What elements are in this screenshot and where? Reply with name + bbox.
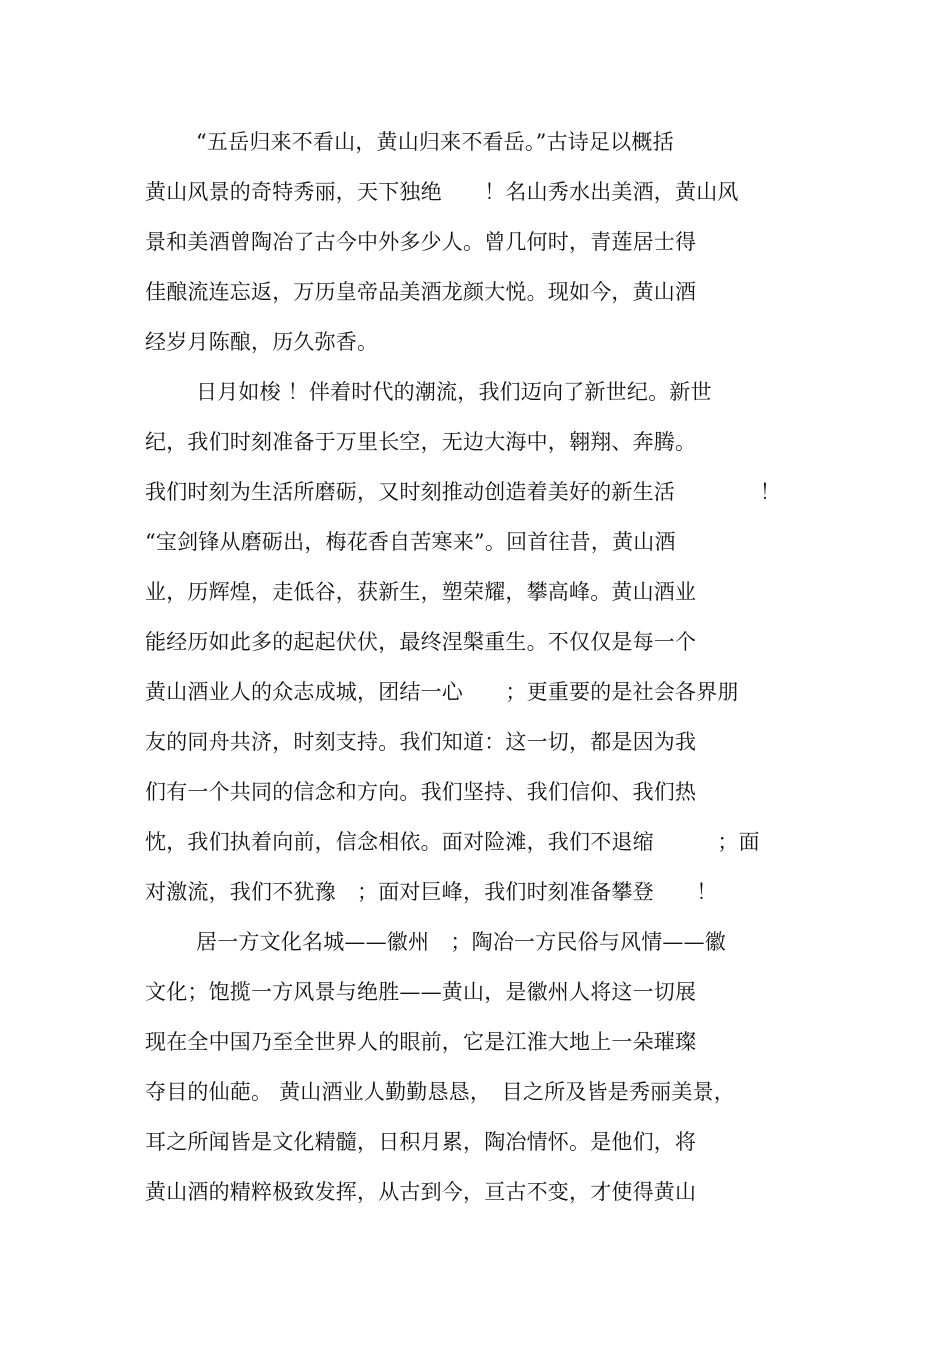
paragraph-2-line-2: 纪，我们时刻准备于万里长空，无边大海中，翱翔、奔腾。	[145, 430, 697, 454]
paragraph-2-line-11: 对激流，我们不犹豫 ；面对巨峰，我们时刻准备攀登 ！	[145, 880, 718, 904]
paragraph-1-line-3: 景和美酒曾陶冶了古今中外多少人。曾几何时，青莲居士得	[145, 230, 697, 254]
paragraph-2-line-8: 友的同舟共济，时刻支持。我们知道：这一切，都是因为我	[145, 730, 697, 754]
paragraph-3-line-5: 耳之所闻皆是文化精髓，日积月累，陶冶情怀。是他们，将	[145, 1130, 697, 1154]
paragraph-2-line-9: 们有一个共同的信念和方向。我们坚持、我们信仰、我们热	[145, 780, 697, 804]
paragraph-2-line-4: “宝剑锋从磨砺出，梅花香自苦寒来”。回首往昔，黄山酒	[145, 530, 676, 554]
paragraph-2-line-5: 业，历辉煌，走低谷，获新生，塑荣耀，攀高峰。黄山酒业	[145, 580, 697, 604]
paragraph-3-line-4: 夺目的仙葩。 黄山酒业人勤勤恳恳， 目之所及皆是秀丽美景，	[145, 1080, 735, 1104]
paragraph-1-line-4: 佳酿流连忘返，万历皇帝品美酒龙颜大悦。现如今，黄山酒	[145, 280, 697, 304]
paragraph-1-line-2: 黄山风景的奇特秀丽，天下独绝 ！名山秀水出美酒，黄山风	[145, 180, 739, 204]
paragraph-2-line-3: 我们时刻为生活所磨砺，又时刻推动创造着美好的新生活 ！	[145, 480, 781, 504]
paragraph-2-line-1: 日月如梭 ！伴着时代的潮流，我们迈向了新世纪。新世	[196, 380, 712, 404]
paragraph-2-line-10: 忱，我们执着向前，信念相依。面对险滩，我们不退缩 ；面	[145, 830, 760, 854]
paragraph-2-line-6: 能经历如此多的起起伏伏，最终涅槃重生。不仅仅是每一个	[145, 630, 697, 654]
paragraph-3-line-1: 居一方文化名城——徽州 ；陶冶一方民俗与风情——徽	[196, 930, 726, 954]
paragraph-3-line-6: 黄山酒的精粹极致发挥，从古到今，亘古不变，才使得黄山	[145, 1180, 697, 1204]
paragraph-3-line-3: 现在全中国乃至全世界人的眼前，它是江淮大地上一朵璀璨	[145, 1030, 697, 1054]
paragraph-1-line-1: “五岳归来不看山，黄山归来不看岳。”古诗足以概括	[196, 130, 674, 154]
paragraph-3-line-2: 文化；饱揽一方风景与绝胜——黄山，是徽州人将这一切展	[145, 980, 697, 1004]
paragraph-1-line-5: 经岁月陈酿，历久弥香。	[145, 330, 379, 354]
paragraph-2-line-7: 黄山酒业人的众志成城，团结一心 ；更重要的是社会各界朋	[145, 680, 739, 704]
